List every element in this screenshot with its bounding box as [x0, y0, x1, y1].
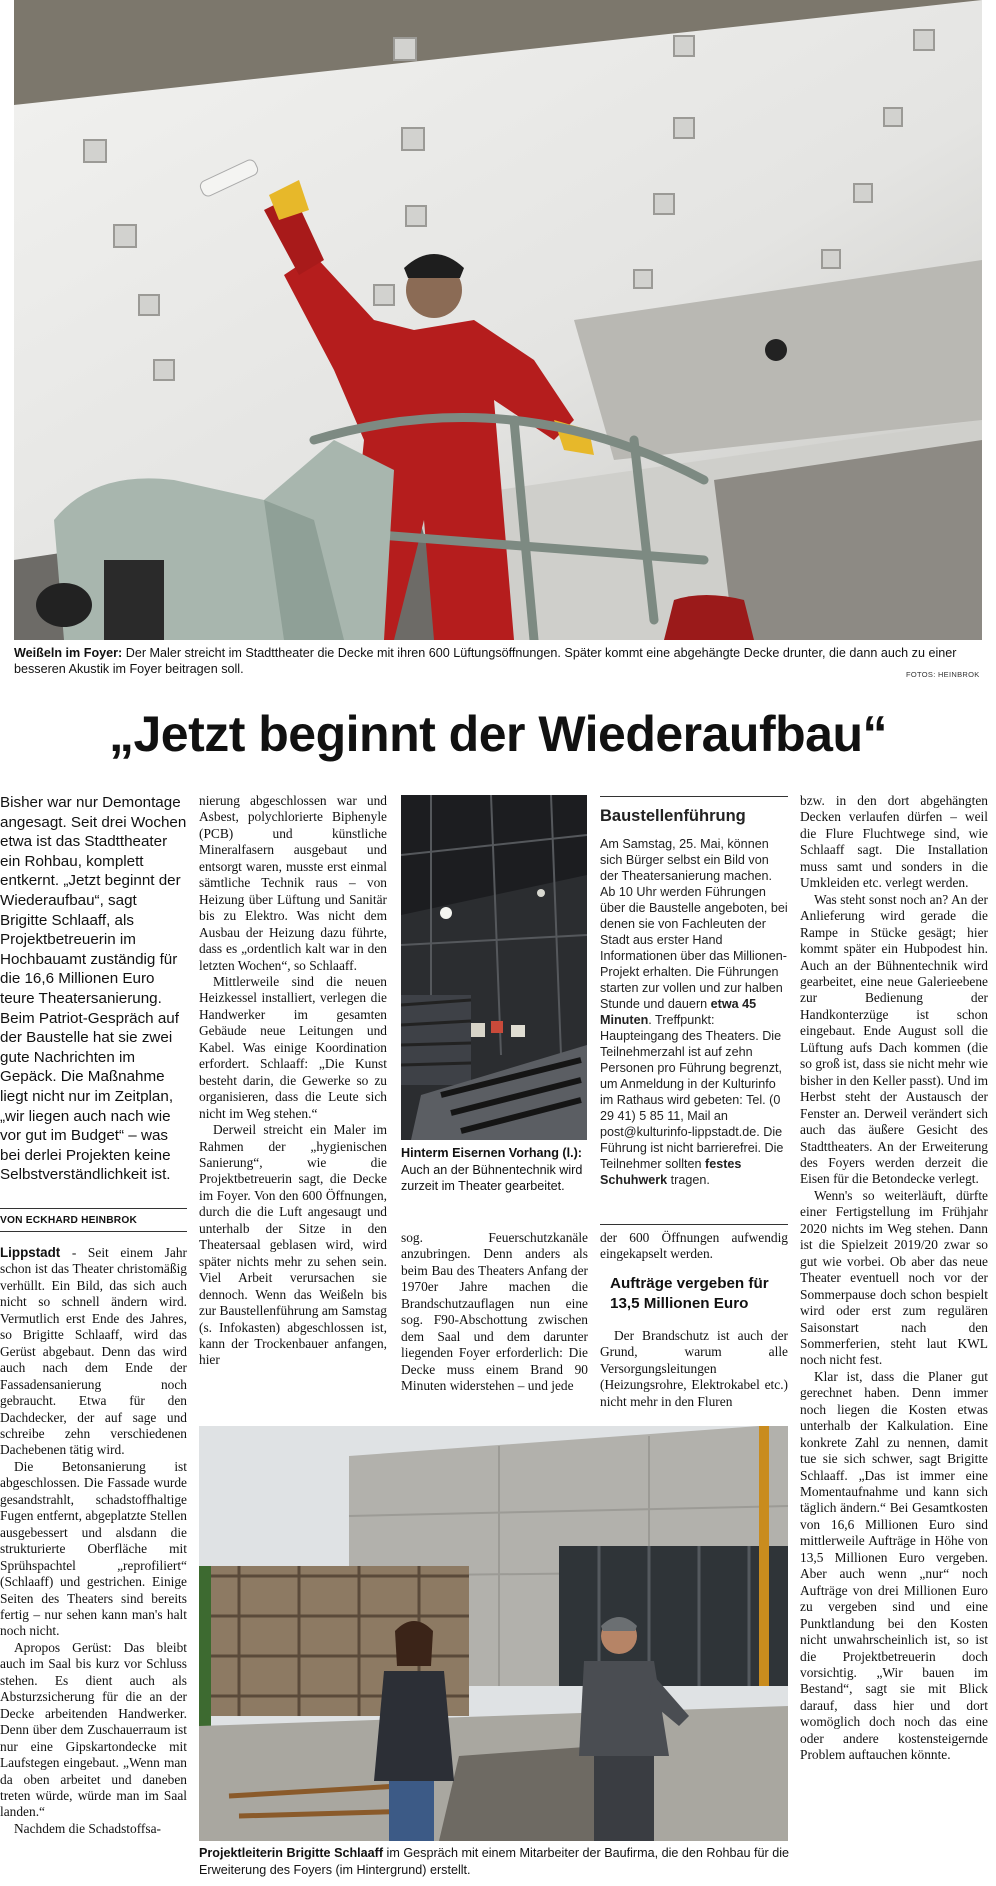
paragraph: Derweil streicht ein Maler im Rahmen der „hygienischen Sanierung“, wie die Projektbetreuerin sagt, die Decke im Foyer. Von den 600 Öffnungen, durch die die Luft angesaugt und unterhalb der Sitze in den Theatersaal geblasen wird, wird später nichts mehr zu sehen sein. Viel Arbeit verursachen sie dennoch. Wenn das Weißeln bis zur Baustellenführung am Samstag (s. Infokasten) abgeschlossen ist, kann der Trockenbauer anfangen, hier	[199, 1122, 387, 1368]
paragraph: Der Brandschutz ist auch der Grund, warum alle Versorgungsleitungen (Heizungsrohre, Elektrokabel etc.) nicht mehr in den Fluren	[600, 1328, 788, 1409]
paragraph: der 600 Öffnungen aufwendig eingekapselt werden.	[600, 1230, 788, 1262]
body-column-4	[600, 1230, 788, 1263]
paragraph: Was steht sonst noch an? An der Anlieferung wird gerade die Rampe in Stücke gesägt; hier kommt später ein Hubpodest hin. Auch an der Bühnentechnik wird gearbeitet, eine neue Galerieebene zur Bedienung der Handkonterzüge ist schon eingebaut. Ende August soll die Lüftung aufs Dach kommen (die so groß ist, dass sie nicht mehr wie bisher in den Keller passt). Und im Herbst steht der Austausch der Fenster an. Derweil verändert sich auch das äußere Gesicht des Stadttheaters. An der Erweiterung des Foyers werden derzeit die Eisen für die Betondecke verlegt.	[800, 891, 988, 1187]
paragraph: Lippstadt - Seit einem Jahr schon ist das Theater christomäßig verhüllt. Ein Bild, das sich auch nicht so schnell ändern wird. Vermutlich erst Ende des Jahres, so Brigitte Schlaaff, wird das Gerüst abgebaut. Denn das wird auch nach dem Ende der Fassadensanierung noch gebraucht. Etwa für den Dachdecker, der auf sage und schreibe zehn verschiedenen Dachebenen tätig wird.	[0, 1245, 187, 1458]
infobox-top-rule	[600, 796, 788, 797]
headline: „Jetzt beginnt der Wiederaufbau“	[108, 706, 888, 762]
body-column-3-continued	[401, 1230, 588, 1395]
infobox-bottom-rule	[600, 1224, 788, 1225]
byline: VON ECKHARD HEINBROK	[0, 1215, 138, 1226]
paragraph: Die Betonsanierung ist abgeschlossen. Die Fassade wurde gesandstrahlt, schadstoffhaltige Fugen entfernt, abgeplatzte Stellen ausgebessert und alsdann die strukturierte Oberfläche mit Sprühspachtel „reprofiliert“ (Schlaaff) und gestrichen. Einige Seiten des Theaters sind bereits fertig – nur sehen kann man's halt noch nicht.	[0, 1458, 187, 1639]
paragraph: Klar ist, dass die Planer gut gerechnet haben. Denn immer noch liegen die Kosten etwas unterhalb der Kalkulation. Eine konkrete Zahl zu nennen, damit tue sie sich schwer, sagt Brigitte Schlaaff. „Das ist immer eine Momentaufnahme und kann sich täglich ändern.“ Bei Gesamtkosten von 16,6 Millionen Euro sind mittlerweile Aufträge in Höhe von 13,5 Millionen Euro vergeben. Aber auch wenn „nur“ noch Aufträge von drei Millionen Euro zu vergeben sind und eine Punktlandung bei den Kosten nicht unwahrscheinlich ist, so ist die Projektbetreuerin doch vorsichtig. „Wir bauen im Bestand“, sagt sie mit Blick darauf, dass hier und dort womöglich doch noch das eine oder andere kostensteigernde Problem auftauchen könnte.	[800, 1368, 988, 1763]
body-column-1	[0, 1245, 187, 1837]
stage-photo-caption	[401, 1145, 587, 1195]
caption-bold: Projektleiterin Brigitte Schlaaff	[199, 1846, 384, 1860]
caption-text: im Gespräch mit einem Mitarbeiter der Baufirma, die den Rohbau für die Erweiterung des Foyers (im Hintergrund) erstellt.	[199, 1846, 790, 1877]
caption-text: Der Maler streicht im Stadttheater die Decke mit ihren 600 Lüftungsöffnungen. Später kommt eine abgehängte Decke drunter, die dann auch zu einer besseren Akustik im Foyer beitragen soll.	[14, 646, 957, 676]
top-photo-caption	[14, 645, 980, 677]
body-column-2	[199, 793, 387, 1369]
byline-rule-bottom	[0, 1231, 187, 1232]
stage-photo	[401, 795, 587, 1140]
body-column-5	[800, 793, 988, 1764]
paragraph: Apropos Gerüst: Das bleibt auch im Saal bis kurz vor Schluss stehen. Es dient auch als Absturzsicherung für die an der Decke arbeitenden Handwerker. Denn über dem Zuschauerraum ist nur eine Gipskartondecke mit Laufstegen eingebaut. „Wenn man da oben arbeitet und daneben treten würde, würde man im Saal landen.“	[0, 1639, 187, 1820]
paragraph: Mittlerweile sind die neuen Heizkessel installiert, verlegen die Handwerker im gesamten Gebäude neue Leitungen und Kabel. Was einige Koordination erfordert. Schlaaff: „Die Kunst besteht darin, die Gewerke so zu organisieren, dass die Leute sich nicht im Weg stehen.“	[199, 973, 387, 1121]
infobox-title: Baustellenführung	[600, 807, 746, 825]
bottom-photo-caption	[199, 1845, 794, 1879]
bottom-photo-construction	[199, 1426, 788, 1841]
paragraph: Nachdem die Schadstoffsa-	[14, 1820, 162, 1836]
infobox-text: Am Samstag, 25. Mai, können sich Bürger selbst ein Bild von der Theatersanierung machen. Ab 10 Uhr werden Führungen über die Baustelle angeboten, bei denen sie von Fachleuten der Stadt aus erster Hand Informationen über das Millionen-Projekt erhalten. Die Führungen starten zur vollen und zur halben Stunde und dauern etwa 45 Minuten. Treffpunkt: Haupteingang des Theaters. Die Teilnehmerzahl ist auf zehn Personen pro Führung begrenzt, um Anmeldung in der Kulturinfo im Rathaus wird gebeten: Tel. (0 29 41) 5 85 11, Mail an post@kulturinfo-lippstadt.de. Die Führung ist nicht barrierefrei. Die Teilnehmer sollten festes Schuhwerk tragen.	[600, 837, 788, 1187]
top-photo-painter	[14, 0, 982, 640]
paragraph: bzw. in den dort abgehängten Decken verlaufen dürfen – weil die Flure Fluchtwege sind, wie Schlaaff sagt. Die Installation muss samt und sonders in die Umkleiden etc. verlegt werden.	[800, 793, 988, 891]
caption-bold: Hinterm Eisernen Vorhang (l.):	[401, 1146, 582, 1160]
photo-credit: FOTOS: HEINBROK	[906, 670, 980, 679]
caption-text: Auch an der Bühnentechnik wird zurzeit im Theater gearbeitet.	[401, 1162, 583, 1193]
paragraph: nierung abgeschlossen war und Asbest, polychlorierte Biphenyle (PCB) und künstliche Mineralfasern ausgebaut und entsorgt waren, musste erst einmal sämtliche Technik raus – von Heizung über Lüftung und Sanitär bis zu Elektro. Was nicht dem Ausbau der Heizung dazu führte, dass es „ordentlich kalt war in den letzten Wochen“, so Schlaaff.	[199, 793, 387, 973]
lead-paragraph: Bisher war nur Demontage angesagt. Seit drei Wochen etwa ist das Stadttheater ein Rohbau, komplett entkernt. „Jetzt beginnt der Wiederaufbau“, sagt Brigitte Schlaaff, als Projektbetreuerin im Hochbauamt zuständig für die 16,6 Millionen Euro teure Theatersanierung. Beim Patriot-Gespräch auf der Baustelle hat sie zwei gute Nachrichten im Gepäck. Die Maßnahme liegt nicht nur im Zeitplan, „wir liegen auch nach wie vor gut im Budget“ – was bei derlei Projekten keine Selbstverständlichkeit ist.	[0, 794, 187, 1184]
body-column-4-lower	[600, 1328, 788, 1410]
byline-rule	[0, 1208, 187, 1209]
paragraph: sog. Feuerschutzkanäle anzubringen. Denn anders als beim Bau des Theaters Anfang der 1970er Jahre machen die Brandschutzauflagen nun eine sog. F90-Abschottung zwischen dem Saal und dem darunter liegenden Foyer erforderlich: Die Decke muss einem Brand 90 Minuten widerstehen – und jede	[401, 1230, 588, 1394]
paragraph: Wenn's so weiterläuft, dürfte einer Fertigstellung im Frühjahr 2020 nichts im Weg stehen. Dann ist die Spielzeit 2019/20 zwar so gut wie vorbei. Ob aber das neue Theater eventuell noch vor der Sommerpause doch schon bespielt wird oder erst zum regulären Saisonstart nach den Sommerferien, steht laut KWL noch nicht fest.	[800, 1187, 988, 1368]
caption-bold: Weißeln im Foyer:	[14, 646, 123, 660]
dateline: Lippstadt	[0, 1245, 61, 1260]
infobox-baustellenfuehrung	[600, 806, 788, 1188]
subheading: Aufträge vergeben für 13,5 Millionen Euro	[610, 1275, 769, 1312]
